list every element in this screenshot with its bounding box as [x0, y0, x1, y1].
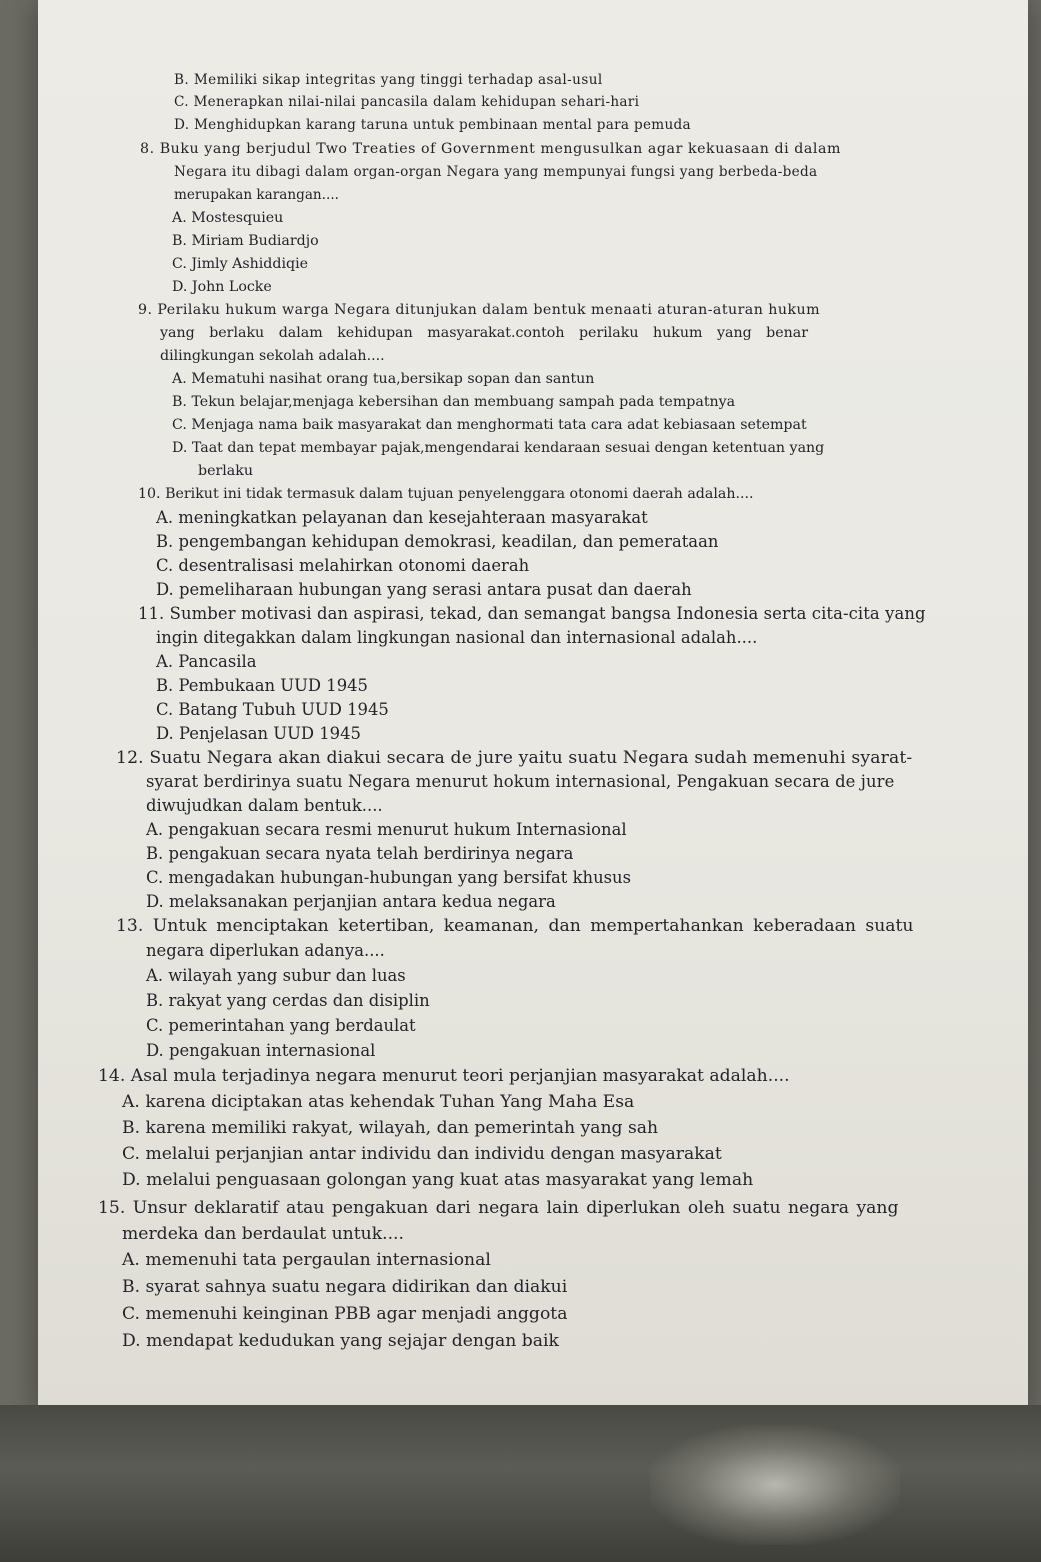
question-8-option-b: B. Miriam Budiardjo	[172, 233, 319, 249]
question-9-option-c: C. Menjaga nama baik masyarakat dan menghormati tata cara adat kebiasaan setempat	[172, 417, 807, 433]
question-12-line-3: diwujudkan dalam bentuk....	[146, 796, 383, 815]
question-11-option-d: D. Penjelasan UUD 1945	[156, 724, 361, 743]
question-15-line-2: merdeka dan berdaulat untuk....	[122, 1224, 404, 1244]
question-11-option-c: C. Batang Tubuh UUD 1945	[156, 700, 389, 719]
question-14-option-c: C. melalui perjanjian antar individu dan individu dengan masyarakat	[122, 1144, 722, 1164]
option-prev-c: C. Menerapkan nilai-nilai pancasila dalam kehidupan sehari-hari	[174, 94, 640, 110]
question-12-option-a: A. pengakuan secara resmi menurut hukum Internasional	[146, 820, 627, 839]
question-10-option-b: B. pengembangan kehidupan demokrasi, keadilan, dan pemerataan	[156, 532, 719, 551]
option-prev-b: B. Memiliki sikap integritas yang tinggi terhadap asal-usul	[174, 72, 603, 88]
question-11-option-a: A. Pancasila	[156, 652, 257, 671]
question-13-option-c: C. pemerintahan yang berdaulat	[146, 1016, 416, 1035]
question-15-option-b: B. syarat sahnya suatu negara didirikan dan diakui	[122, 1277, 568, 1297]
question-8-line-1: 8. Buku yang berjudul Two Treaties of Government mengusulkan agar kekuasaan di dalam	[140, 141, 842, 157]
light-reflection	[650, 1425, 900, 1545]
question-9-line-2: yang berlaku dalam kehidupan masyarakat.contoh perilaku hukum yang benar	[160, 325, 809, 341]
question-15-option-c: C. memenuhi keinginan PBB agar menjadi anggota	[122, 1304, 568, 1324]
option-prev-d: D. Menghidupkan karang taruna untuk pembinaan mental para pemuda	[174, 117, 691, 133]
question-12-line-1: 12. Suatu Negara akan diakui secara de jure yaitu suatu Negara sudah memenuhi syarat-	[116, 748, 913, 768]
question-12-option-b: B. pengakuan secara nyata telah berdirinya negara	[146, 844, 574, 863]
question-8-line-3: merupakan karangan....	[174, 187, 339, 203]
question-11-option-b: B. Pembukaan UUD 1945	[156, 676, 368, 695]
question-13-option-b: B. rakyat yang cerdas dan disiplin	[146, 991, 430, 1010]
question-10-option-d: D. pemeliharaan hubungan yang serasi antara pusat dan daerah	[156, 580, 692, 599]
question-9-line-1: 9. Perilaku hukum warga Negara ditunjukan dalam bentuk menaati aturan-aturan hukum	[138, 302, 820, 318]
question-13-line-1: 13. Untuk menciptakan ketertiban, keamanan, dan mempertahankan keberadaan suatu	[116, 916, 914, 936]
question-9-option-d-cont: berlaku	[198, 463, 253, 479]
question-15-option-a: A. memenuhi tata pergaulan internasional	[122, 1250, 491, 1270]
question-14-option-b: B. karena memiliki rakyat, wilayah, dan pemerintah yang sah	[122, 1118, 659, 1138]
question-12-line-2: syarat berdirinya suatu Negara menurut hokum internasional, Pengakuan secara de jure	[146, 772, 895, 791]
question-15-option-d: D. mendapat kedudukan yang sejajar dengan baik	[122, 1331, 559, 1351]
question-11-line-2: ingin ditegakkan dalam lingkungan nasional dan internasional adalah....	[156, 628, 758, 647]
question-13-line-2: negara diperlukan adanya....	[146, 941, 385, 960]
question-8-option-a: A. Mostesquieu	[172, 210, 284, 226]
question-8-option-c: C. Jimly Ashiddiqie	[172, 256, 309, 272]
question-10-line-1: 10. Berikut ini tidak termasuk dalam tujuan penyelenggara otonomi daerah adalah....	[138, 486, 754, 502]
question-9-option-b: B. Tekun belajar,menjaga kebersihan dan membuang sampah pada tempatnya	[172, 394, 736, 410]
question-11-line-1: 11. Sumber motivasi dan aspirasi, tekad, dan semangat bangsa Indonesia serta cita-cita yang	[138, 604, 926, 623]
question-8-option-d: D. John Locke	[172, 279, 272, 295]
question-9-option-d: D. Taat dan tepat membayar pajak,mengendarai kendaraan sesuai dengan ketentuan yang	[172, 440, 825, 456]
question-8-line-2: Negara itu dibagi dalam organ-organ Negara yang mempunyai fungsi yang berbeda-beda	[174, 164, 818, 180]
question-13-option-d: D. pengakuan internasional	[146, 1041, 376, 1060]
question-9-option-a: A. Mematuhi nasihat orang tua,bersikap sopan dan santun	[172, 371, 595, 387]
question-14-line-1: 14. Asal mula terjadinya negara menurut teori perjanjian masyarakat adalah....	[98, 1066, 790, 1086]
question-15-line-1: 15. Unsur deklaratif atau pengakuan dari negara lain diperlukan oleh suatu negara yang	[98, 1198, 899, 1218]
question-12-option-c: C. mengadakan hubungan-hubungan yang bersifat khusus	[146, 868, 632, 887]
background-surface	[0, 1405, 1041, 1562]
question-13-option-a: A. wilayah yang subur dan luas	[146, 966, 406, 985]
question-10-option-c: C. desentralisasi melahirkan otonomi daerah	[156, 556, 530, 575]
question-14-option-d: D. melalui penguasaan golongan yang kuat atas masyarakat yang lemah	[122, 1170, 754, 1190]
question-12-option-d: D. melaksanakan perjanjian antara kedua negara	[146, 892, 556, 911]
question-14-option-a: A. karena diciptakan atas kehendak Tuhan Yang Maha Esa	[122, 1092, 635, 1112]
question-10-option-a: A. meningkatkan pelayanan dan kesejahteraan masyarakat	[156, 508, 648, 527]
question-9-line-3: dilingkungan sekolah adalah....	[160, 348, 385, 364]
